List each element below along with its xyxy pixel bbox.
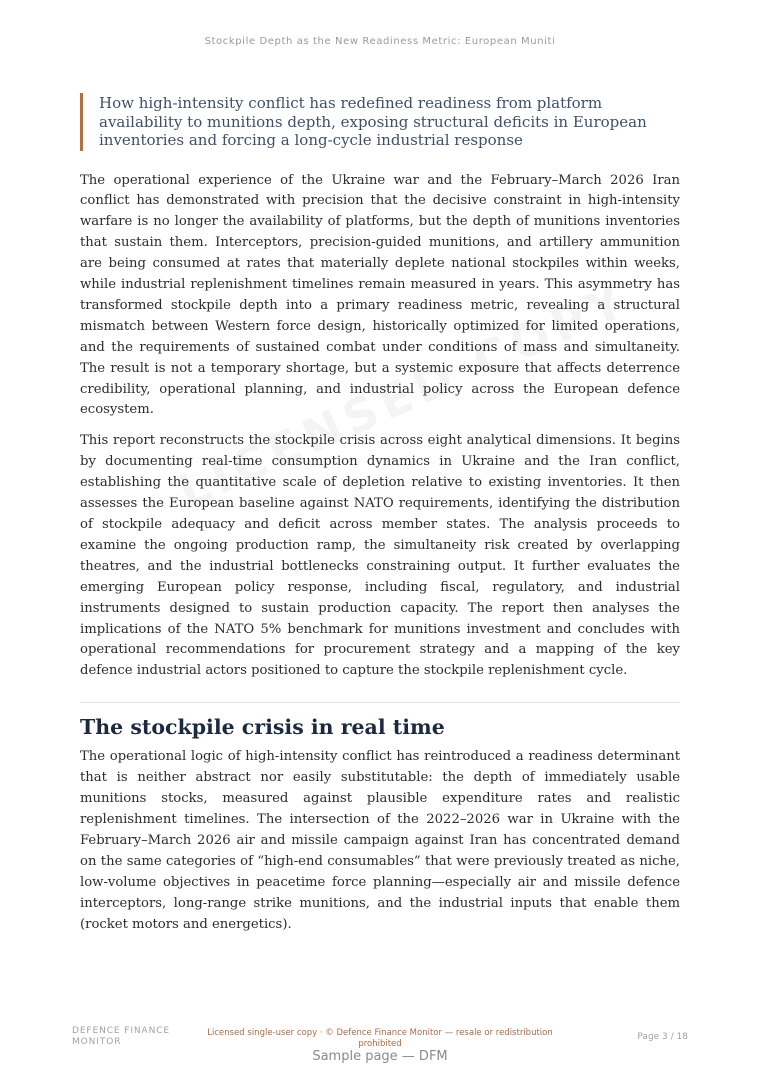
running-header: Stockpile Depth as the New Readiness Metric: European Muniti: [204, 36, 556, 47]
footer-brand: [72, 1026, 192, 1047]
pull-quote: How high-intensity conflict has redefined readiness from platform availability to munitions depth, exposing structural deficits in European inventories and forcing a long-cycle industrial response: [80, 93, 680, 151]
section-divider: [80, 702, 680, 703]
section-paragraph: The operational logic of high-intensity conflict has reintroduced a readiness determinant that is neither abstract nor easily substitutable: the depth of immediately usable munitions stocks, measured against plausible expenditure rates and realistic replenishment timelines. The intersection of the 2022–2026 war in Ukraine with the February–March 2026 air and missile campaign against Iran has concentrated demand on the same categories of “high-end consumables” that were previously treated as niche, low-volume objectives in peacetime force planning—especially air and missile defence interceptors, long-range strike munitions, and the industrial inputs that enable them (rocket motors and energetics).: [80, 749, 680, 932]
footer-brand-line-1: DEFENCE FINANCE: [72, 1026, 170, 1036]
license-notice: Licensed single-user copy · © Defence Finance Monitor — resale or redistribution prohibited: [207, 1028, 553, 1049]
section-heading: The stockpile crisis in real time: [80, 715, 445, 740]
page-number: Page 3 / 18: [637, 1032, 688, 1042]
footer-brand-line-2: MONITOR: [72, 1036, 122, 1047]
sample-page-label: Sample page — DFM: [312, 1049, 448, 1064]
body-paragraph-1: The operational experience of the Ukraine war and the February–March 2026 Iran conflict has demonstrated with precision that the decisive constraint in high-intensity warfare is no longer the availability of platforms, but the depth of munitions inventories that sustain them. Interceptors, precision-guided munitions, and artillery ammunition are being consumed at rates that materially deplete national stockpiles within weeks, while industrial replenishment timelines remain measured in years. This asymmetry has transformed stockpile depth into a primary readiness metric, revealing a structural mismatch between Western force design, historically optimized for limited operations, and the requirements of sustained combat under conditions of mass and simultaneity. The result is not a temporary shortage, but a systemic exposure that affects deterrence credibility, operational planning, and industrial policy across the European defence ecosystem.: [80, 172, 680, 418]
page-content: [80, 93, 680, 945]
body-paragraph-2: This report reconstructs the stockpile crisis across eight analytical dimensions. It begins by documenting real-time consumption dynamics in Ukraine and the Iran conflict, establishing the quantitative scale of depletion relative to existing inventories. It then assesses the European baseline against NATO requirements, identifying the distribution of stockpile adequacy and deficit across member states. The analysis proceeds to examine the ongoing production ramp, the simultaneity risk created by overlapping theatres, and the industrial bottlenecks constraining output. It further evaluates the emerging European policy response, including fiscal, regulatory, and industrial instruments designed to sustain production capacity. The report then analyses the implications of the NATO 5% benchmark for munitions investment and concludes with operational recommendations for procurement strategy and a mapping of the key defence industrial actors positioned to capture the stockpile replenishment cycle.: [80, 433, 680, 679]
